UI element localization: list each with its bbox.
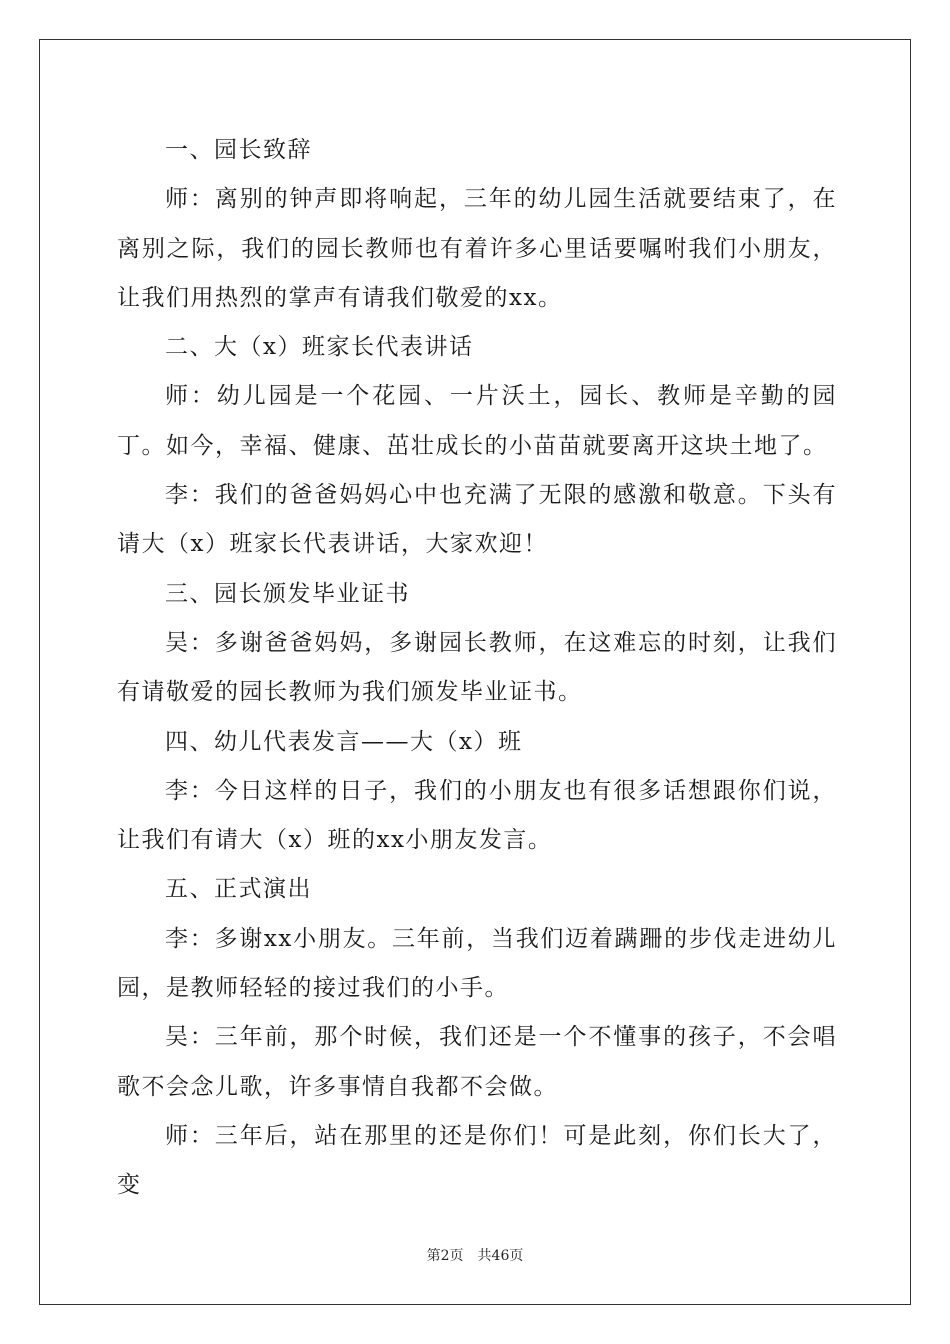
paragraph-wu-1: 吴：多谢爸爸妈妈，多谢园长教师，在这难忘的时刻，让我们有请敬爱的园长教师为我们颁发毕业证书。 [117,629,837,706]
paragraph-teacher-2: 师：幼儿园是一个花园、一片沃土，园长、教师是辛勤的园丁。如今，幸福、健康、茁壮成长的小苗苗就要离开这块土地了。 [117,383,837,459]
heading-child-speech: 四、幼儿代表发言——大（x）班 [165,728,523,755]
paragraph-li-1: 李：我们的爸爸妈妈心中也充满了无限的感激和敬意。下头有请大（x）班家长代表讲话，大家欢迎！ [117,482,837,558]
heading-certificates: 三、园长颁发毕业证书 [165,580,410,607]
paragraph-wu-2: 吴：三年前，那个时候，我们还是一个不懂事的孩子，不会唱歌不会念儿歌，许多事情自我都不会做。 [117,1024,837,1100]
paragraph-li-2: 李：今日这样的日子，我们的小朋友也有很多话想跟你们说，让我们有请大（x）班的xx小朋友发言。 [117,777,837,854]
page-number: 第2页 [426,1248,464,1264]
heading-parent-speech: 二、大（x）班家长代表讲话 [165,334,474,361]
paragraph-teacher-1: 师：离别的钟声即将响起，三年的幼儿园生活就要结束了，在离别之际，我们的园长教师也有着许多心里话要嘱咐我们小朋友，让我们用热烈的掌声有请我们敬爱的xx。 [117,186,837,311]
total-pages: 共46页 [477,1248,524,1264]
heading-performance: 五、正式演出 [165,876,312,903]
paragraph-li-3: 李：多谢xx小朋友。三年前，当我们迈着蹒跚的步伐走进幼儿园，是教师轻轻的接过我们的小手。 [117,925,837,1002]
document-body [117,126,837,1211]
page-footer [0,1245,950,1265]
heading-principal-speech: 一、园长致辞 [165,137,312,163]
paragraph-teacher-3: 师：三年后，站在那里的还是你们！可是此刻，你们长大了，变 [117,1122,837,1199]
